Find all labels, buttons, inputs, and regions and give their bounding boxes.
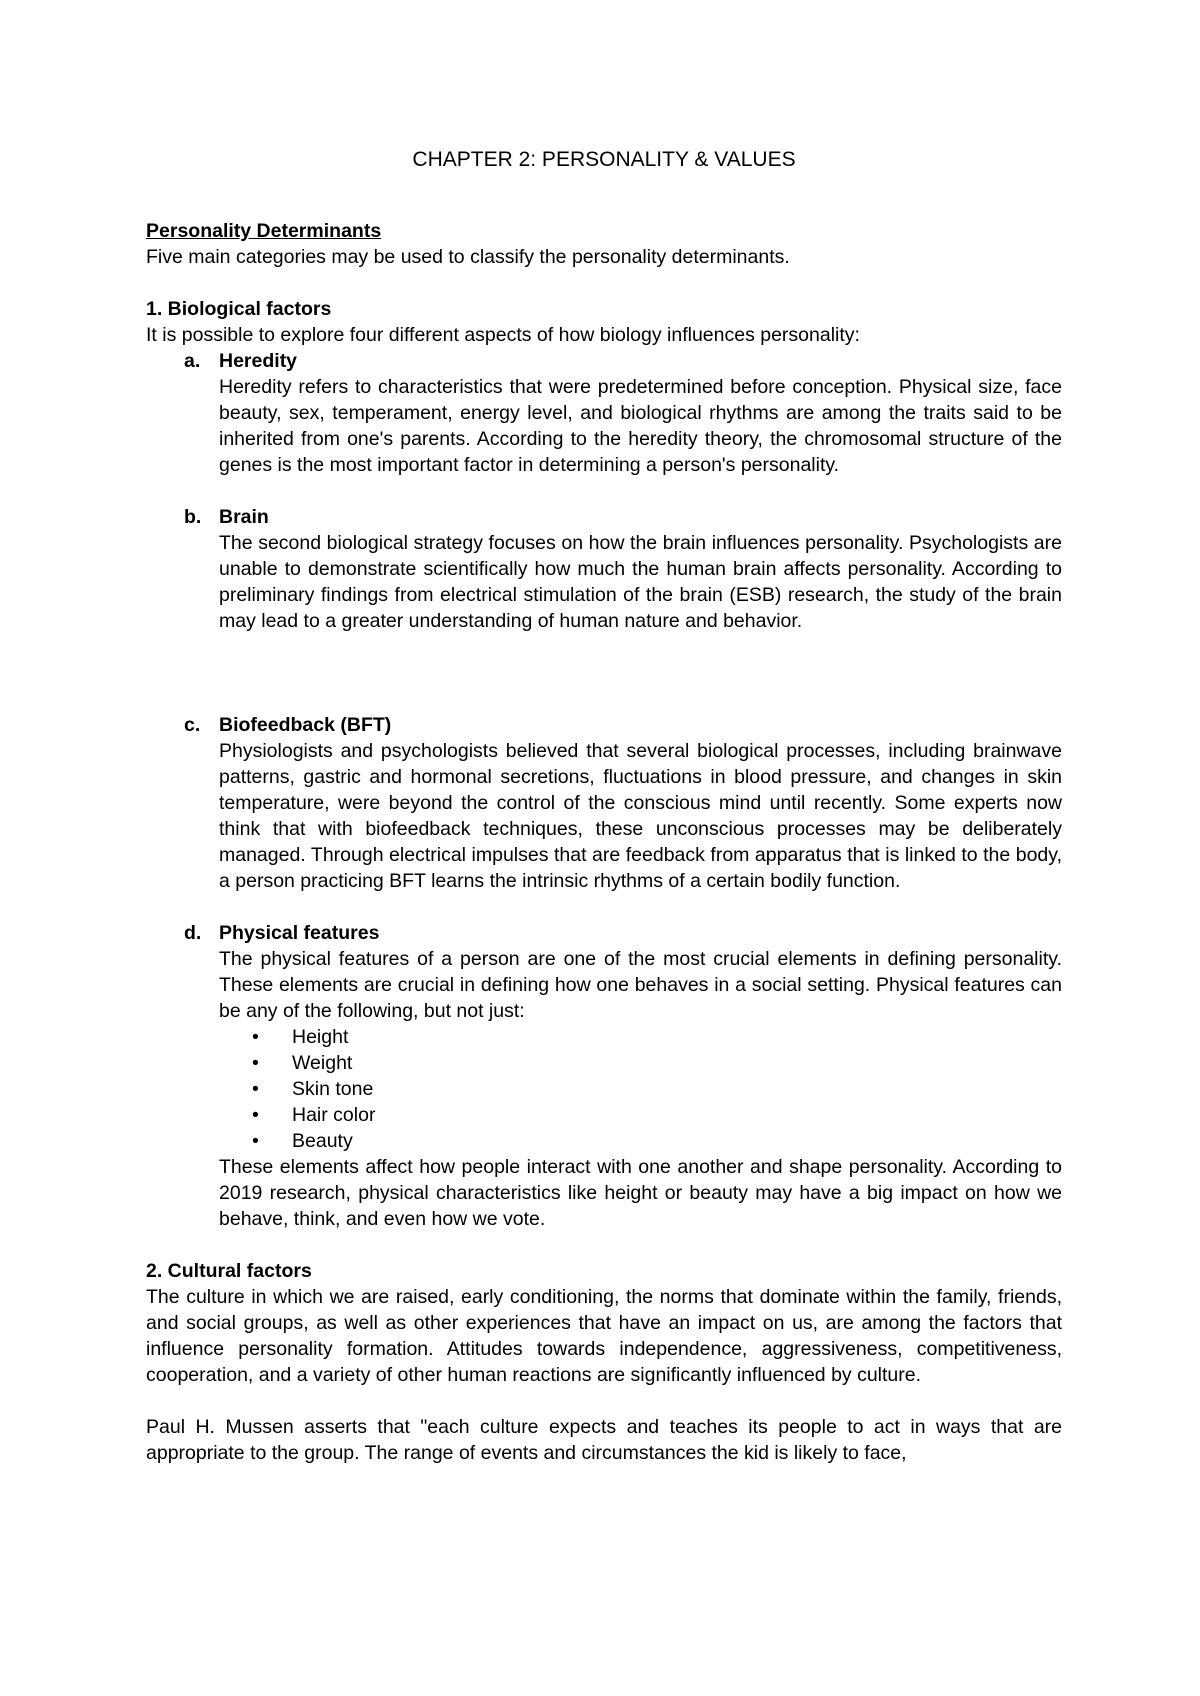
bullet-icon: • bbox=[252, 1026, 259, 1048]
list-marker: d. bbox=[184, 922, 202, 944]
bullet-item: • Height bbox=[252, 1026, 349, 1048]
bullet-item: • Weight bbox=[252, 1052, 353, 1074]
item-title-biofeedback: Biofeedback (BFT) bbox=[219, 714, 392, 736]
bullet-icon: • bbox=[252, 1104, 259, 1126]
cultural-heading: 2. Cultural factors bbox=[146, 1260, 312, 1282]
bullet-item: • Beauty bbox=[252, 1130, 353, 1152]
cultural-paragraph-1: The culture in which we are raised, early conditioning, the norms that dominate within the family, friends, and social groups, as well as other experiences that have an impact on us, are among the factors that influence personality formation. Attitudes towards independence, aggressiveness, competitiveness, cooperation, and a variety of other human reactions are significantly influenced by culture. bbox=[146, 1286, 1062, 1386]
item-text-physical-features: The physical features of a person are one of the most crucial elements in defining personality. These elements are crucial in defining how one behaves in a social setting. Physical features can be any of the following, but not just: bbox=[219, 948, 1062, 1022]
item-after-physical-features: These elements affect how people interact with one another and shape personality. According to 2019 research, physical characteristics like height or beauty may have a big impact on how we behave, think, and even how we vote. bbox=[219, 1156, 1062, 1230]
item-title-physical-features: Physical features bbox=[219, 922, 380, 944]
bullet-icon: • bbox=[252, 1130, 259, 1152]
bullet-list bbox=[219, 1024, 1062, 1154]
list-item-brain bbox=[146, 504, 1062, 634]
page-title: CHAPTER 2: PERSONALITY & VALUES bbox=[412, 148, 796, 171]
section-heading: Personality Determinants bbox=[146, 220, 382, 242]
biological-heading: 1. Biological factors bbox=[146, 298, 332, 320]
item-title-brain: Brain bbox=[219, 506, 269, 528]
cultural-paragraph-2: Paul H. Mussen asserts that "each culture expects and teaches its people to act in ways that are appropriate to the group. The range of events and circumstances the kid is likely to face, bbox=[146, 1416, 1062, 1464]
item-text-biofeedback: Physiologists and psychologists believed that several biological processes, including brainwave patterns, gastric and hormonal secretions, fluctuations in blood pressure, and changes in skin temperature, were beyond the control of the conscious mind until recently. Some experts now think that with biofeedback techniques, these unconscious processes may be deliberately managed. Through electrical impulses that are feedback from apparatus that is linked to the body, a person practicing BFT learns the intrinsic rhythms of a certain bodily function. bbox=[219, 740, 1062, 892]
bullet-item: • Hair color bbox=[252, 1104, 376, 1126]
document-body bbox=[146, 218, 1062, 1466]
list-marker: b. bbox=[184, 506, 202, 528]
item-text-brain: The second biological strategy focuses on how the brain influences personality. Psychologists are unable to demonstrate scientifically how much the human brain affects personality. According to preliminary findings from electrical stimulation of the brain (ESB) research, the study of the brain may lead to a greater understanding of human nature and behavior. bbox=[219, 532, 1062, 632]
bullet-item: • Skin tone bbox=[252, 1078, 374, 1100]
list-marker: a. bbox=[184, 350, 201, 372]
section-intro: Five main categories may be used to classify the personality determinants. bbox=[146, 246, 790, 268]
bullet-icon: • bbox=[252, 1052, 259, 1074]
list-item-heredity bbox=[146, 348, 1062, 478]
list-item-biofeedback bbox=[146, 712, 1062, 894]
list-marker: c. bbox=[184, 714, 201, 736]
bullet-icon: • bbox=[252, 1078, 259, 1100]
item-title-heredity: Heredity bbox=[219, 350, 298, 372]
biological-intro: It is possible to explore four different aspects of how biology influences personality: bbox=[146, 324, 860, 346]
list-item-physical-features bbox=[146, 920, 1062, 1232]
item-text-heredity: Heredity refers to characteristics that were predetermined before conception. Physical size, face beauty, sex, temperament, energy level, and biological rhythms are among the traits said to be inherited from one's parents. According to the heredity theory, the chromosomal structure of the genes is the most important factor in determining a person's personality. bbox=[219, 376, 1062, 476]
